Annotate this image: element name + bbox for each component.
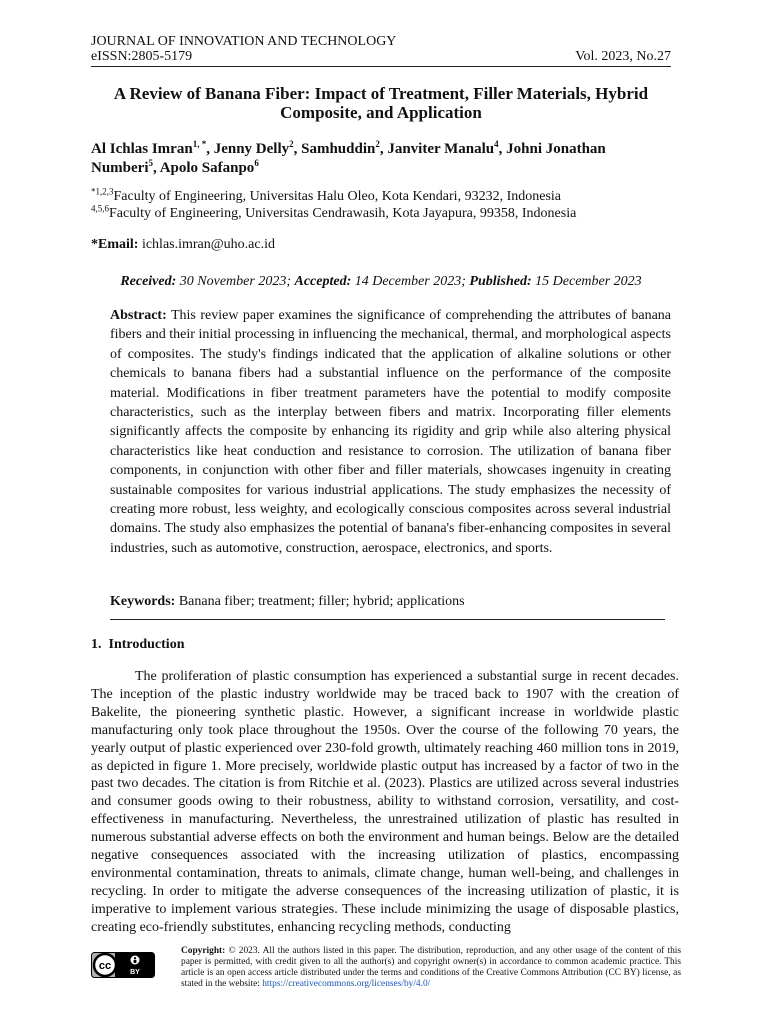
license-link[interactable]: https://creativecommons.org/licenses/by/4.0/ <box>262 979 431 989</box>
abstract-text: This review paper examines the significance of comprehending the attributes of banana fibers and their initial processing in influencing the mechanical, thermal, and morphological aspects of composites. The study's findings indicated that the application of alkaline solutions or other chemicals to banana fibers had a substantial influence on the performance of the composite material. Modifications in fiber treatment parameters have the potential to modify composite characteristics, such as the interplay between fibers and matrix. Incorporating filler elements significantly affects the composite by enhancing its rigidity and grip while also altering physical characteristics like heat conduction and resistance to corrosion. The utilization of banana fiber components, in conjunction with other fiber and filler materials, showcases ingenuity in creating sustainable composites for various industrial applications. The study emphasizes the necessity of creating more robust, less weighty, and ecologically conscious composites across several industrial domains. The study also emphasizes the potential of banana's fiber-enhancing composites in several industries, such as automotive, construction, aerospace, electronics, and sports. <box>110 308 671 556</box>
author: Samhuddin$^2$, <box>301 139 388 157</box>
keywords-divider <box>110 619 665 620</box>
cc-by-license-icon <box>91 952 155 978</box>
by-badge-text: BY <box>130 969 140 976</box>
affiliation: $^{4,5,6}$Faculty of Engineering, Universitas Cendrawasih, Kota Jayapura, 99358, Indonesia <box>91 203 577 221</box>
keywords-text: Banana fiber; treatment; filler; hybrid; applications <box>178 594 465 609</box>
copyright-text: Copyright: © 2023. All the authors listed in this paper. The distribution, reproduction, and any other usage of the content of this paper is permitted, with credit given to all the author(s) and copyright owner(s) in accordance to common academic practice. This article is an open access article distributed under the terms and conditions of the Creative Commons Attribution (CC BY) license, as stated in the website: https://creativecommons.org/licenses/by/4.0/ <box>181 946 682 989</box>
keywords <box>110 594 465 610</box>
author-list <box>91 140 671 178</box>
introduction-paragraph: The proliferation of plastic consumption has experienced a substantial surge in recent decades. The inception of the plastic industry worldwide may be traced back to 1907 with the creation of Bakelite, the pioneering synthetic plastic. However, a significant increase in worldwide plastic manufacturing only took place throughout the 1950s. Over the course of the following 70 years, the yearly output of plastic experienced over 230-fold growth, ultimately reaching 460 million tons in 2019, as depicted in figure 1. More precisely, worldwide plastic output has increased by a factor of two in the past two decades. The citation is from Ritchie et al. (2023). Plastics are utilized across several industries and consumer goods owing to their robustness, ability to withstand corrosion, versatility, and cost-effectiveness in manufacturing. Nevertheless, the unrestrained utilization of plastic has resulted in numerous substantial adverse effects on both the environment and human beings. Below are the detailed negative consequences associated with the increasing utilization of plastics, encompassing environmental contamination, threats to animals, climate change, human well-being, and challenges in recycling. In order to mitigate the adverse consequences of the increasing utilization of plastic, it is imperative to implement various strategies. These include minimizing the usage of disposable plastics, creating eco-friendly substitutes, enhancing recycling methods, conducting <box>91 669 679 935</box>
author: Al Ichlas Imran$^{1, *}$, <box>91 139 214 157</box>
journal-name: JOURNAL OF INNOVATION AND TECHNOLOGY <box>91 34 397 49</box>
abstract <box>110 306 671 558</box>
author: Johni Jonathan Numberi$^5$, <box>91 141 606 176</box>
journal-header <box>91 34 671 64</box>
author: Apolo Safanpo$^6$ <box>159 158 259 176</box>
cc-badge-text: cc <box>98 960 112 972</box>
email-label: *Email: <box>91 237 139 252</box>
keywords-label: Keywords: <box>110 594 176 609</box>
abstract-label: Abstract: <box>110 308 167 323</box>
publication-dates: Received: 30 November 2023; Accepted: 14 December 2023; Published: 15 December 2023 <box>120 274 642 289</box>
author: Janviter Manalu$^4$, <box>387 139 507 157</box>
paper-title: A Review of Banana Fiber: Impact of Treatment, Filler Materials, Hybrid Composite, and Application <box>113 84 649 122</box>
header-divider <box>91 66 671 67</box>
section-heading: 1. Introduction <box>91 637 185 652</box>
affiliation: $^{*1,2,3}$Faculty of Engineering, Universitas Halu Oleo, Kota Kendari, 93232, Indonesia <box>91 186 562 204</box>
journal-issn: eISSN:2805-5179 <box>91 49 193 64</box>
corresponding-email <box>91 237 275 253</box>
journal-volume: Vol. 2023, No.27 <box>575 49 671 64</box>
author: Jenny Delly$^2$, <box>213 139 302 157</box>
email-address[interactable]: ichlas.imran@uho.ac.id <box>141 237 275 252</box>
